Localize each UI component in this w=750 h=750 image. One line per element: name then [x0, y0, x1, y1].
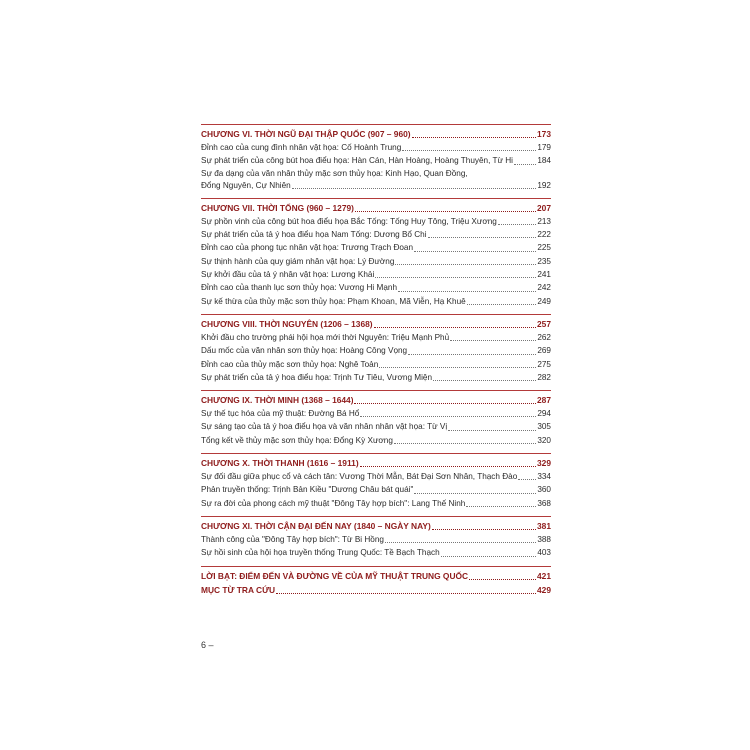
chapter-heading[interactable]: [201, 393, 551, 407]
toc-chapter-section: [201, 198, 551, 308]
chapter-page-number: 257: [537, 318, 551, 329]
toc-entry[interactable]: [201, 483, 551, 496]
toc-entry[interactable]: [201, 407, 551, 420]
toc-entry-page-number: 262: [537, 332, 551, 342]
dot-leader: [448, 430, 536, 431]
toc-entry-page-number: 225: [537, 243, 551, 253]
chapter-heading[interactable]: [201, 569, 551, 583]
toc-entry-title: Sự ra đời của phong cách mỹ thuật "Đông Tây hợp bích": Lang Thế Ninh: [201, 498, 466, 508]
toc-chapter-section: [201, 453, 551, 510]
toc-entry[interactable]: [201, 497, 551, 510]
toc-entry[interactable]: [201, 154, 551, 167]
toc-entry-title: Đỉnh cao của phong tục nhân vật họa: Trương Trạch Đoan: [201, 243, 414, 253]
chapter-title: MỤC TỪ TRA CỨU: [201, 584, 276, 595]
chapter-title: CHƯƠNG X. THỜI THANH (1616 – 1911): [201, 458, 359, 469]
chapter-page-number: 421: [537, 570, 551, 581]
toc-entry[interactable]: [201, 358, 551, 371]
dot-leader: [360, 466, 536, 467]
toc-entry[interactable]: [201, 179, 551, 192]
toc-entry-title: Sự đối đầu giữa phục cổ và cách tân: Vương Thời Mẫn, Bát Đại Sơn Nhân, Thạch Đào: [201, 472, 518, 482]
chapter-title: CHƯƠNG VI. THỜI NGŨ ĐẠI THẬP QUỐC (907 – 960): [201, 129, 411, 139]
toc-entry-title: Dấu mốc của văn nhân sơn thủy họa: Hoàng Công Vọng: [201, 346, 408, 356]
page-number: 6 –: [201, 640, 214, 650]
toc-entry-title: Đổng Nguyên, Cự Nhiên: [201, 180, 291, 190]
dot-leader: [374, 327, 536, 328]
dot-leader: [441, 556, 537, 557]
dot-leader: [379, 367, 536, 368]
toc-entry-page-number: 334: [537, 472, 551, 482]
dot-leader: [432, 529, 536, 530]
toc-entry-page-number: 388: [537, 534, 551, 544]
toc-entry-multiline: [201, 168, 551, 192]
dot-leader: [428, 237, 537, 238]
chapter-page-number: 329: [537, 458, 551, 469]
dot-leader: [433, 380, 536, 381]
dot-leader: [408, 354, 536, 355]
toc-entry-page-number: 242: [537, 283, 551, 293]
chapter-heading[interactable]: [201, 317, 551, 331]
chapter-page-number: 173: [537, 129, 551, 139]
dot-leader: [414, 493, 536, 494]
chapter-page-number: 207: [537, 202, 551, 213]
toc-entry[interactable]: [201, 241, 551, 254]
toc-entry-title: Sự hồi sinh của hội họa truyền thống Trung Quốc: Tề Bạch Thạch: [201, 548, 440, 558]
dot-leader: [402, 150, 536, 151]
toc-entry-page-number: 294: [537, 409, 551, 419]
dot-leader: [412, 137, 536, 138]
toc-entry-title: Thành công của "Đông Tây hợp bích": Từ Bi Hồng: [201, 534, 384, 544]
dot-leader: [467, 304, 537, 305]
toc-entry-page-number: 320: [537, 435, 551, 445]
toc-entry[interactable]: [201, 533, 551, 546]
toc-entry-page-number: 241: [537, 270, 551, 280]
toc-entry-title: Đỉnh cao của thủy mặc sơn thủy họa: Nghê Toản: [201, 359, 379, 369]
chapter-heading[interactable]: [201, 201, 551, 215]
toc-entry[interactable]: [201, 371, 551, 384]
toc-entry-page-number: 192: [537, 180, 551, 190]
toc-entry[interactable]: [201, 281, 551, 294]
chapter-title: CHƯƠNG IX. THỜI MINH (1368 – 1644): [201, 395, 354, 406]
toc-entry-page-number: 269: [537, 346, 551, 356]
toc-entry-title: Sự phát triển của tả ý hoa điểu họa: Trịnh Tư Tiêu, Vương Miện: [201, 372, 433, 382]
chapter-title: CHƯƠNG VII. THỜI TỐNG (960 – 1279): [201, 202, 354, 213]
toc-entry-page-number: 305: [537, 422, 551, 432]
toc-entry-page-number: 179: [537, 143, 551, 152]
toc-entry[interactable]: [201, 228, 551, 241]
dot-leader: [414, 251, 536, 252]
toc-entry-page-number: 403: [537, 548, 551, 558]
dot-leader: [355, 211, 536, 212]
dot-leader: [354, 403, 536, 404]
toc-entry[interactable]: [201, 331, 551, 344]
chapter-title: LỜI BẠT: ĐIỂM ĐẾN VÀ ĐƯỜNG VỀ CỦA MỸ THUẬT TRUNG QUỐC: [201, 570, 469, 581]
toc-entry-title: Đỉnh cao của cung đình nhân vật họa: Cố Hoành Trung: [201, 143, 402, 152]
toc-entry-title: Sự phát triển của công bút hoa điểu họa: Hàn Cán, Hàn Hoàng, Hoàng Thuyên, Từ Hi: [201, 156, 513, 166]
chapter-title: CHƯƠNG XI. THỜI CẬN ĐẠI ĐẾN NAY (1840 – NGÀY NAY): [201, 520, 431, 531]
toc-entry-page-number: 213: [537, 216, 551, 226]
toc-entry-title-line: Sự đa dạng của văn nhân thủy mặc sơn thủy họa: Kinh Hạo, Quan Đồng,: [201, 168, 468, 178]
toc-entry[interactable]: [201, 255, 551, 268]
toc-entry-title: Sự thế tục hóa của mỹ thuật: Đường Bá Hổ: [201, 409, 360, 419]
toc-entry-title: Tổng kết về thủy mặc sơn thủy họa: Đổng Kỳ Xương: [201, 435, 393, 445]
chapter-heading[interactable]: [201, 583, 551, 597]
dot-leader: [360, 416, 536, 417]
chapter-page-number: 287: [537, 395, 551, 406]
toc-entry[interactable]: [201, 215, 551, 228]
toc-entry-title: Sự phát triển của tả ý hoa điểu họa Nam Tống: Dương Bổ Chi: [201, 230, 427, 240]
toc-entry-title: Sự kế thừa của thủy mặc sơn thủy họa: Phạm Khoan, Mã Viễn, Hạ Khuê: [201, 296, 466, 306]
dot-leader: [375, 277, 536, 278]
chapter-page-number: 429: [537, 584, 551, 595]
toc-entry-title: Phản truyền thống: Trịnh Bản Kiều "Dương Châu bát quái": [201, 485, 414, 495]
toc-chapter-section: [201, 390, 551, 447]
toc-entry[interactable]: [201, 546, 551, 559]
toc-entry-title: Sự thịnh hành của quy giám nhân vật họa: Lý Đường: [201, 256, 395, 266]
toc-entry-title: Khởi đầu cho trường phái hội họa mới thời Nguyên: Triệu Mạnh Phủ: [201, 332, 450, 342]
dot-leader: [450, 340, 536, 341]
dot-leader: [276, 593, 536, 594]
toc-closing-section: [201, 566, 551, 597]
toc-entry[interactable]: [201, 420, 551, 433]
chapter-page-number: 381: [537, 520, 551, 531]
toc-entry[interactable]: [201, 141, 551, 154]
chapter-heading[interactable]: [201, 456, 551, 470]
chapter-heading[interactable]: [201, 127, 551, 141]
toc-chapter-section: [201, 124, 551, 192]
toc-entry-page-number: 184: [537, 156, 551, 166]
toc-chapter-section: [201, 314, 551, 384]
toc-entry-title: Sự khởi đầu của tả ý nhân vật họa: Lương Khải: [201, 270, 375, 280]
toc-entry-page-number: 368: [537, 498, 551, 508]
toc-entry-title: Đỉnh cao của thanh lục sơn thủy họa: Vương Hi Mạnh: [201, 283, 398, 293]
dot-leader: [385, 542, 536, 543]
dot-leader: [518, 479, 536, 480]
toc-entry[interactable]: [201, 295, 551, 308]
dot-leader: [469, 579, 536, 580]
toc-entry-page-number: 222: [537, 230, 551, 240]
toc-entry-page-number: 360: [537, 485, 551, 495]
toc-entry[interactable]: [201, 470, 551, 483]
toc-entry[interactable]: [201, 434, 551, 447]
chapter-title: CHƯƠNG VIII. THỜI NGUYÊN (1206 – 1368): [201, 318, 373, 329]
dot-leader: [292, 188, 537, 189]
toc-entry-page-number: 275: [537, 359, 551, 369]
toc-entry-page-number: 249: [537, 296, 551, 306]
dot-leader: [395, 264, 536, 265]
toc-entry[interactable]: [201, 268, 551, 281]
dot-leader: [398, 291, 536, 292]
dot-leader: [394, 443, 536, 444]
toc-chapter-section: [201, 516, 551, 560]
toc-entry-title: Sự phồn vinh của công bút hoa điểu họa Bắc Tống: Tống Huy Tông, Triệu Xương: [201, 216, 497, 226]
toc-entry-title: Sự sáng tạo của tả ý hoa điểu họa và văn nhân nhân vật họa: Từ Vị: [201, 422, 448, 432]
toc-entry[interactable]: [201, 344, 551, 357]
dot-leader: [498, 224, 537, 225]
toc-entry-page-number: 235: [537, 256, 551, 266]
dot-leader: [466, 506, 536, 507]
chapter-heading[interactable]: [201, 519, 551, 533]
toc-entry-page-number: 282: [537, 372, 551, 382]
table-of-contents: [201, 124, 551, 603]
dot-leader: [514, 164, 536, 165]
